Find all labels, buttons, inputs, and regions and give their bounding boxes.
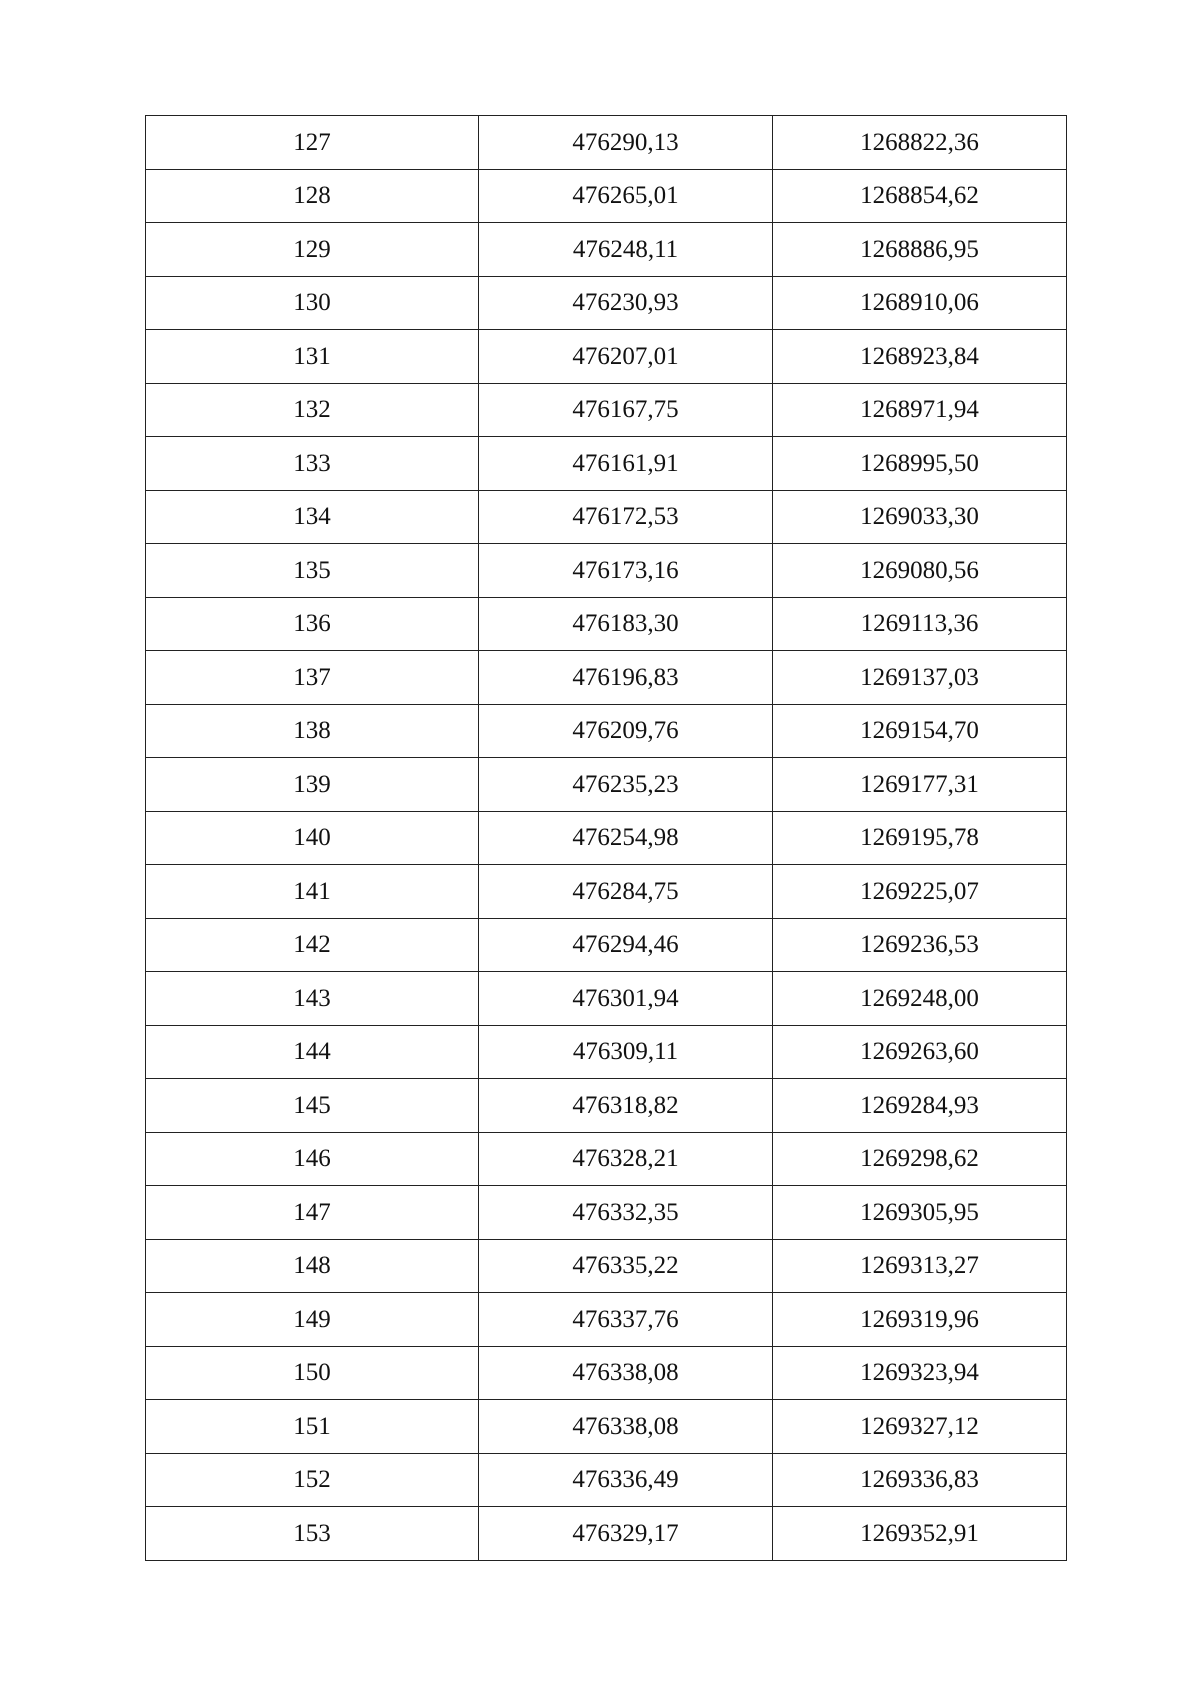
x-coordinate-cell: 476173,16: [479, 544, 773, 598]
y-coordinate-cell: 1268910,06: [773, 276, 1067, 330]
point-number-cell: 141: [146, 865, 479, 919]
point-number-cell: 143: [146, 972, 479, 1026]
y-coordinate-cell: 1269305,95: [773, 1186, 1067, 1240]
coordinates-table-body: [146, 116, 1067, 1561]
table-row: [146, 918, 1067, 972]
y-coordinate-cell: 1269319,96: [773, 1293, 1067, 1347]
x-coordinate-cell: 476161,91: [479, 437, 773, 491]
y-coordinate-cell: 1269298,62: [773, 1132, 1067, 1186]
x-coordinate-cell: 476207,01: [479, 330, 773, 384]
table-row: [146, 544, 1067, 598]
y-coordinate-cell: 1269327,12: [773, 1400, 1067, 1454]
y-coordinate-cell: 1268971,94: [773, 383, 1067, 437]
point-number-cell: 133: [146, 437, 479, 491]
y-coordinate-cell: 1268995,50: [773, 437, 1067, 491]
x-coordinate-cell: 476336,49: [479, 1453, 773, 1507]
x-coordinate-cell: 476254,98: [479, 811, 773, 865]
table-row: [146, 490, 1067, 544]
x-coordinate-cell: 476301,94: [479, 972, 773, 1026]
y-coordinate-cell: 1269080,56: [773, 544, 1067, 598]
point-number-cell: 137: [146, 651, 479, 705]
y-coordinate-cell: 1269236,53: [773, 918, 1067, 972]
table-row: [146, 1025, 1067, 1079]
table-row: [146, 865, 1067, 919]
point-number-cell: 153: [146, 1507, 479, 1561]
table-row: [146, 704, 1067, 758]
table-row: [146, 169, 1067, 223]
y-coordinate-cell: 1269225,07: [773, 865, 1067, 919]
table-row: [146, 1293, 1067, 1347]
x-coordinate-cell: 476338,08: [479, 1400, 773, 1454]
x-coordinate-cell: 476183,30: [479, 597, 773, 651]
y-coordinate-cell: 1269323,94: [773, 1346, 1067, 1400]
point-number-cell: 128: [146, 169, 479, 223]
point-number-cell: 148: [146, 1239, 479, 1293]
y-coordinate-cell: 1269352,91: [773, 1507, 1067, 1561]
point-number-cell: 152: [146, 1453, 479, 1507]
x-coordinate-cell: 476318,82: [479, 1079, 773, 1133]
table-row: [146, 1132, 1067, 1186]
table-row: [146, 116, 1067, 170]
x-coordinate-cell: 476284,75: [479, 865, 773, 919]
x-coordinate-cell: 476209,76: [479, 704, 773, 758]
y-coordinate-cell: 1269195,78: [773, 811, 1067, 865]
table-row: [146, 1346, 1067, 1400]
table-row: [146, 1400, 1067, 1454]
point-number-cell: 140: [146, 811, 479, 865]
point-number-cell: 136: [146, 597, 479, 651]
point-number-cell: 151: [146, 1400, 479, 1454]
table-row: [146, 437, 1067, 491]
table-row: [146, 597, 1067, 651]
y-coordinate-cell: 1269137,03: [773, 651, 1067, 705]
x-coordinate-cell: 476172,53: [479, 490, 773, 544]
y-coordinate-cell: 1269177,31: [773, 758, 1067, 812]
table-row: [146, 758, 1067, 812]
x-coordinate-cell: 476248,11: [479, 223, 773, 277]
table-row: [146, 276, 1067, 330]
coordinates-table: [145, 115, 1067, 1561]
point-number-cell: 131: [146, 330, 479, 384]
table-row: [146, 651, 1067, 705]
y-coordinate-cell: 1269113,36: [773, 597, 1067, 651]
x-coordinate-cell: 476309,11: [479, 1025, 773, 1079]
y-coordinate-cell: 1269248,00: [773, 972, 1067, 1026]
x-coordinate-cell: 476290,13: [479, 116, 773, 170]
point-number-cell: 129: [146, 223, 479, 277]
y-coordinate-cell: 1269033,30: [773, 490, 1067, 544]
table-row: [146, 1507, 1067, 1561]
x-coordinate-cell: 476230,93: [479, 276, 773, 330]
x-coordinate-cell: 476337,76: [479, 1293, 773, 1347]
x-coordinate-cell: 476294,46: [479, 918, 773, 972]
table-row: [146, 383, 1067, 437]
table-row: [146, 223, 1067, 277]
x-coordinate-cell: 476335,22: [479, 1239, 773, 1293]
y-coordinate-cell: 1269284,93: [773, 1079, 1067, 1133]
table-row: [146, 972, 1067, 1026]
point-number-cell: 145: [146, 1079, 479, 1133]
y-coordinate-cell: 1268923,84: [773, 330, 1067, 384]
point-number-cell: 146: [146, 1132, 479, 1186]
x-coordinate-cell: 476196,83: [479, 651, 773, 705]
table-row: [146, 811, 1067, 865]
table-row: [146, 1186, 1067, 1240]
y-coordinate-cell: 1269313,27: [773, 1239, 1067, 1293]
point-number-cell: 138: [146, 704, 479, 758]
point-number-cell: 132: [146, 383, 479, 437]
y-coordinate-cell: 1269336,83: [773, 1453, 1067, 1507]
point-number-cell: 127: [146, 116, 479, 170]
table-row: [146, 330, 1067, 384]
point-number-cell: 144: [146, 1025, 479, 1079]
point-number-cell: 135: [146, 544, 479, 598]
x-coordinate-cell: 476235,23: [479, 758, 773, 812]
point-number-cell: 150: [146, 1346, 479, 1400]
y-coordinate-cell: 1268822,36: [773, 116, 1067, 170]
table-row: [146, 1239, 1067, 1293]
y-coordinate-cell: 1268886,95: [773, 223, 1067, 277]
point-number-cell: 142: [146, 918, 479, 972]
x-coordinate-cell: 476332,35: [479, 1186, 773, 1240]
y-coordinate-cell: 1269263,60: [773, 1025, 1067, 1079]
point-number-cell: 139: [146, 758, 479, 812]
x-coordinate-cell: 476338,08: [479, 1346, 773, 1400]
y-coordinate-cell: 1269154,70: [773, 704, 1067, 758]
point-number-cell: 130: [146, 276, 479, 330]
x-coordinate-cell: 476328,21: [479, 1132, 773, 1186]
x-coordinate-cell: 476167,75: [479, 383, 773, 437]
x-coordinate-cell: 476329,17: [479, 1507, 773, 1561]
point-number-cell: 149: [146, 1293, 479, 1347]
table-row: [146, 1079, 1067, 1133]
y-coordinate-cell: 1268854,62: [773, 169, 1067, 223]
x-coordinate-cell: 476265,01: [479, 169, 773, 223]
point-number-cell: 134: [146, 490, 479, 544]
point-number-cell: 147: [146, 1186, 479, 1240]
table-row: [146, 1453, 1067, 1507]
